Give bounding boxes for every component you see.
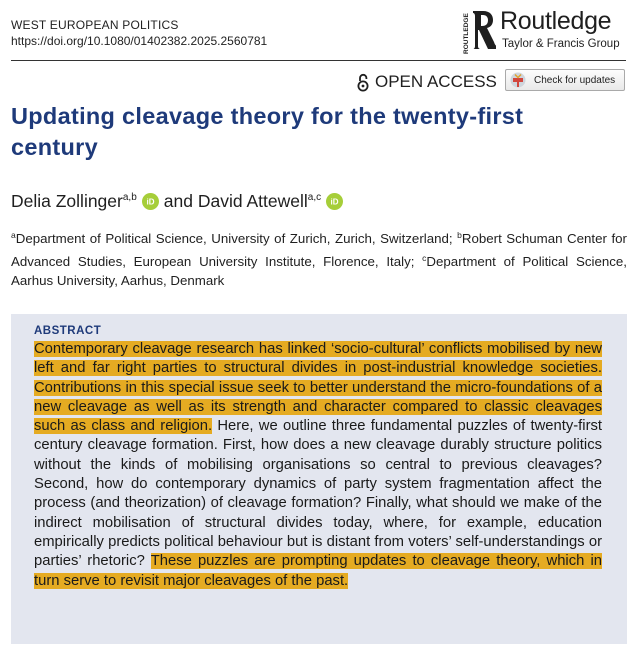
author-name[interactable]: David Attewell [197, 191, 308, 211]
svg-text:iD: iD [330, 197, 339, 207]
orcid-icon[interactable] [326, 193, 343, 210]
affiliation-mark: b [457, 230, 462, 240]
check-for-updates-label: Check for updates [534, 74, 616, 86]
author-line [11, 186, 348, 213]
open-access-label [357, 71, 497, 93]
orcid-icon[interactable] [142, 193, 159, 210]
abstract-passage: Here, we outline three fundamental puzzles of twenty-first century cleavage formation. First, how does a new cleavage durably structure politics without the kinds of mobilising organisations so central to previous cleavages? Second, how do contemporary dynamics of party system fragmentation affect the process (and theorization) of cleavage formation? Finally, what should we make of the indirect mobilisation of structural divides today, where, for example, education empirically predicts political behaviour but is distant from voters’ self-understandings or parties’ rhetoric? [34, 418, 603, 570]
open-access-text: OPEN ACCESS [375, 72, 497, 91]
highlighted-passage[interactable]: These puzzles are prompting updates to cleavage theory, which in turn serve to revisit major cleavages of the past. [34, 553, 602, 589]
affiliation-text: Department of Political Science, University of Zurich, Zurich, Switzerland; [15, 231, 458, 246]
affiliation-text: Department of Political Science, Aarhus University, Aarhus, Denmark [11, 253, 627, 288]
header-divider [11, 60, 626, 61]
open-lock-icon [357, 73, 369, 92]
affiliation-text: Robert Schuman Center for Advanced Studies, European University Institute, Florence, Italy; [11, 231, 627, 269]
routledge-logo-icon [462, 7, 496, 55]
publisher-logo-block [462, 5, 634, 55]
check-for-updates-button[interactable] [505, 69, 625, 91]
article-title: Updating cleavage theory for the twenty-first century [11, 103, 524, 160]
author-name[interactable]: Delia Zollinger [11, 191, 123, 211]
author-joiner: and [163, 191, 193, 211]
abstract-heading: ABSTRACT [34, 325, 102, 337]
author-affiliation-marks: a,c [307, 192, 322, 203]
abstract-box [11, 314, 627, 644]
affiliation-mark: a [11, 230, 16, 240]
publisher-group: Taylor & Francis Group [502, 38, 620, 50]
routledge-logo-vertical-text: ROUTLEDGE [463, 13, 470, 54]
svg-text:iD: iD [146, 197, 155, 207]
affiliations [11, 226, 627, 291]
publisher-name: Routledge [500, 7, 612, 35]
author-affiliation-marks: a,b [122, 192, 137, 203]
journal-header [11, 17, 267, 49]
highlighted-passage[interactable]: Contemporary cleavage research has linked ‘socio-cultural’ conflicts mobilised by new left and far right parties to structural divides in post-industrial knowledge societies. Contributions in this special issue seek to better understand the micro-foundations of a new cleavage as well as its strength and character compared to classic cleavages such as class and religion. [34, 341, 602, 435]
doi-link[interactable]: https://doi.org/10.1080/01402382.2025.2560781 [11, 34, 268, 48]
journal-name: WEST EUROPEAN POLITICS [11, 18, 179, 32]
affiliation-mark: c [422, 252, 427, 263]
crossmark-icon [510, 72, 526, 88]
abstract-text [34, 340, 602, 591]
